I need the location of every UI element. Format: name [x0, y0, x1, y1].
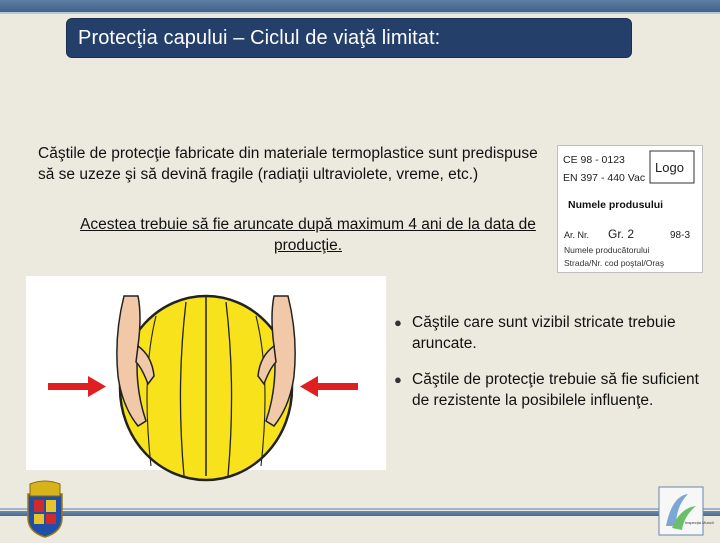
label-product-name: Numele produsului: [568, 199, 664, 211]
top-decor-bar: [0, 0, 720, 12]
arrow-right-icon: [48, 376, 106, 397]
label-drawing: [558, 146, 702, 272]
label-code: 98-3: [670, 230, 691, 241]
bullet-dot-icon: ●: [394, 315, 402, 330]
arrow-left-icon: [300, 376, 358, 397]
top-decor-line: [0, 12, 720, 14]
label-ce-line: CE 98 - 0123: [563, 154, 625, 166]
label-gr: Gr. 2: [608, 227, 635, 241]
bullet-text: Căştile care sunt vizibil stricate trebuie aruncate.: [412, 314, 676, 352]
bullet-item: [392, 312, 720, 354]
bottom-decor-line: [0, 508, 720, 510]
inspection-logo-text: Inspecţia Muncii: [685, 520, 714, 525]
bullet-list: [392, 312, 720, 426]
coat-of-arms-icon: [24, 480, 66, 538]
label-art-nr: Ar. Nr.: [564, 230, 590, 240]
bullet-dot-icon: ●: [394, 372, 402, 387]
helmet-label-image: [557, 145, 703, 273]
helmet-illustration: [26, 276, 386, 470]
slide-title: Protecţia capului – Ciclul de viaţă limitat:: [78, 27, 441, 49]
disposal-paragraph: Acestea trebuie să fie aruncate după maximum 4 ani de la data de producţie.: [80, 216, 536, 254]
label-address-line: Strada/Nr. cod poştal/Oraş: [564, 258, 665, 268]
bullet-item: [392, 369, 720, 411]
bullet-text: Căştile de protecţie trebuie să fie suficient de rezistente la posibilele influenţe.: [412, 371, 699, 409]
inspection-logo-icon: [658, 486, 714, 536]
intro-paragraph: Căştile de protecţie fabricate din materiale termoplastice sunt predispuse să se uzeze şi să devină fragile (radiaţii ultraviolete, vreme, etc.): [38, 145, 538, 183]
label-maker-line: Numele producătorului: [564, 245, 650, 255]
label-logo-text: Logo: [655, 160, 684, 175]
label-en-line: EN 397 - 440 Vac: [563, 172, 646, 184]
bottom-decor-bar: [0, 511, 720, 516]
